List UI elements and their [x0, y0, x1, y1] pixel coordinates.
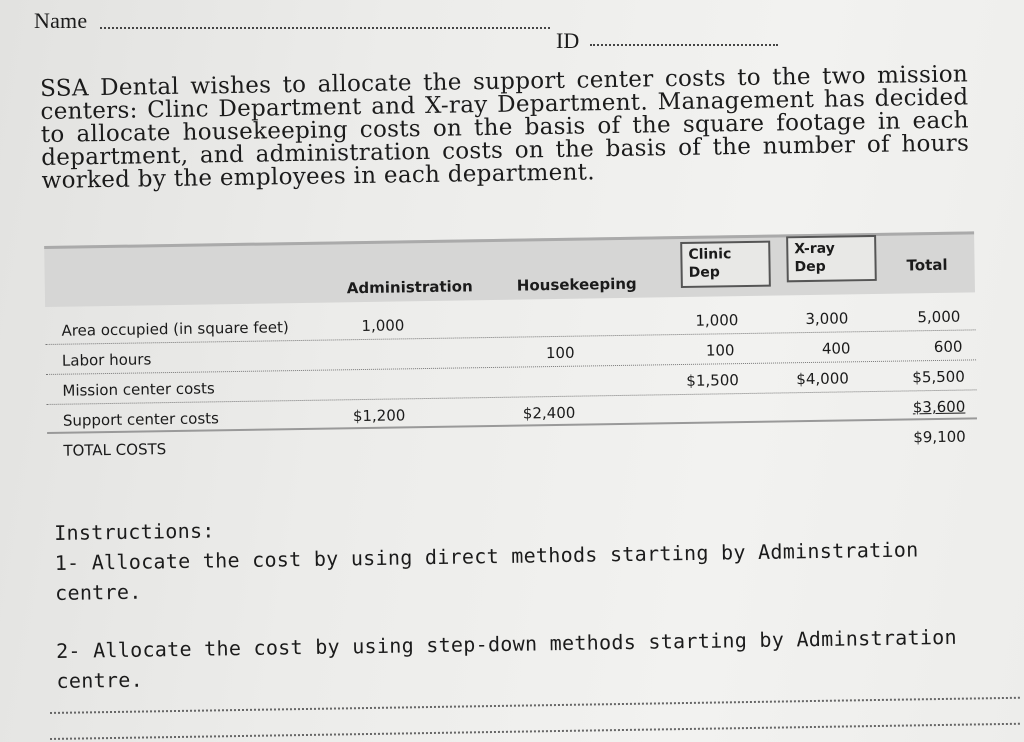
cell-support-housekeeping: $2,400	[522, 403, 576, 423]
cell-mission-xray: $4,000	[796, 369, 849, 389]
row-label-mission: Mission center costs	[62, 379, 215, 400]
problem-statement: SSA Dental wishes to allocate the support center costs to the two mission centers: Clinc Department and X-ray Department. Management has decided to allocate housekeeping costs on the basis of the square footage in each department, and administration costs on the basis of the number of hours worked by the employees in each department.	[39, 61, 970, 194]
cell-support-administration: $1,200	[352, 406, 406, 426]
col-header-xray: X-ray Dep	[786, 235, 877, 282]
cost-table	[44, 221, 977, 466]
instructions-block	[54, 504, 977, 696]
row-label-labor: Labor hours	[61, 350, 152, 370]
id-blank-line[interactable]	[590, 44, 778, 46]
cell-support-total: $3,600	[912, 397, 966, 417]
col-header-administration: Administration	[346, 277, 473, 298]
instruction-item-2: 2- Allocate the cost by using step-down methods starting by Adminstration centre.	[55, 624, 970, 693]
name-blank-line[interactable]	[100, 27, 550, 29]
cell-total-total: $9,100	[913, 427, 966, 447]
cell-area-xray: 3,000	[805, 309, 849, 329]
answer-blank-line[interactable]	[50, 723, 1020, 740]
cell-labor-xray: 400	[821, 339, 851, 358]
cell-mission-clinic: $1,500	[686, 371, 739, 390]
col-header-housekeeping: Housekeeping	[516, 274, 637, 295]
row-label-support: Support center costs	[62, 409, 220, 430]
cell-area-total: 5,000	[917, 307, 961, 327]
cell-labor-housekeeping: 100	[545, 343, 575, 363]
instructions-title: Instructions:	[54, 518, 215, 545]
name-field-label	[34, 8, 87, 34]
answer-blank-line[interactable]	[50, 697, 1020, 714]
cell-area-clinic: 1,000	[695, 311, 739, 330]
col-header-total: Total	[906, 255, 948, 275]
col-header-clinic: Clinic Dep	[680, 241, 771, 288]
cell-labor-total: 600	[933, 337, 963, 357]
id-label: ID	[556, 28, 580, 53]
name-label: Name	[34, 8, 88, 33]
cell-labor-clinic: 100	[705, 341, 735, 360]
row-label-total: TOTAL COSTS	[63, 440, 167, 460]
cell-area-administration: 1,000	[361, 316, 405, 336]
instruction-item-1: 1- Allocate the cost by using direct methods starting by Adminstration centre.	[54, 537, 932, 605]
cell-mission-total: $5,500	[912, 367, 965, 387]
row-label-area: Area occupied (in square feet)	[61, 318, 289, 340]
